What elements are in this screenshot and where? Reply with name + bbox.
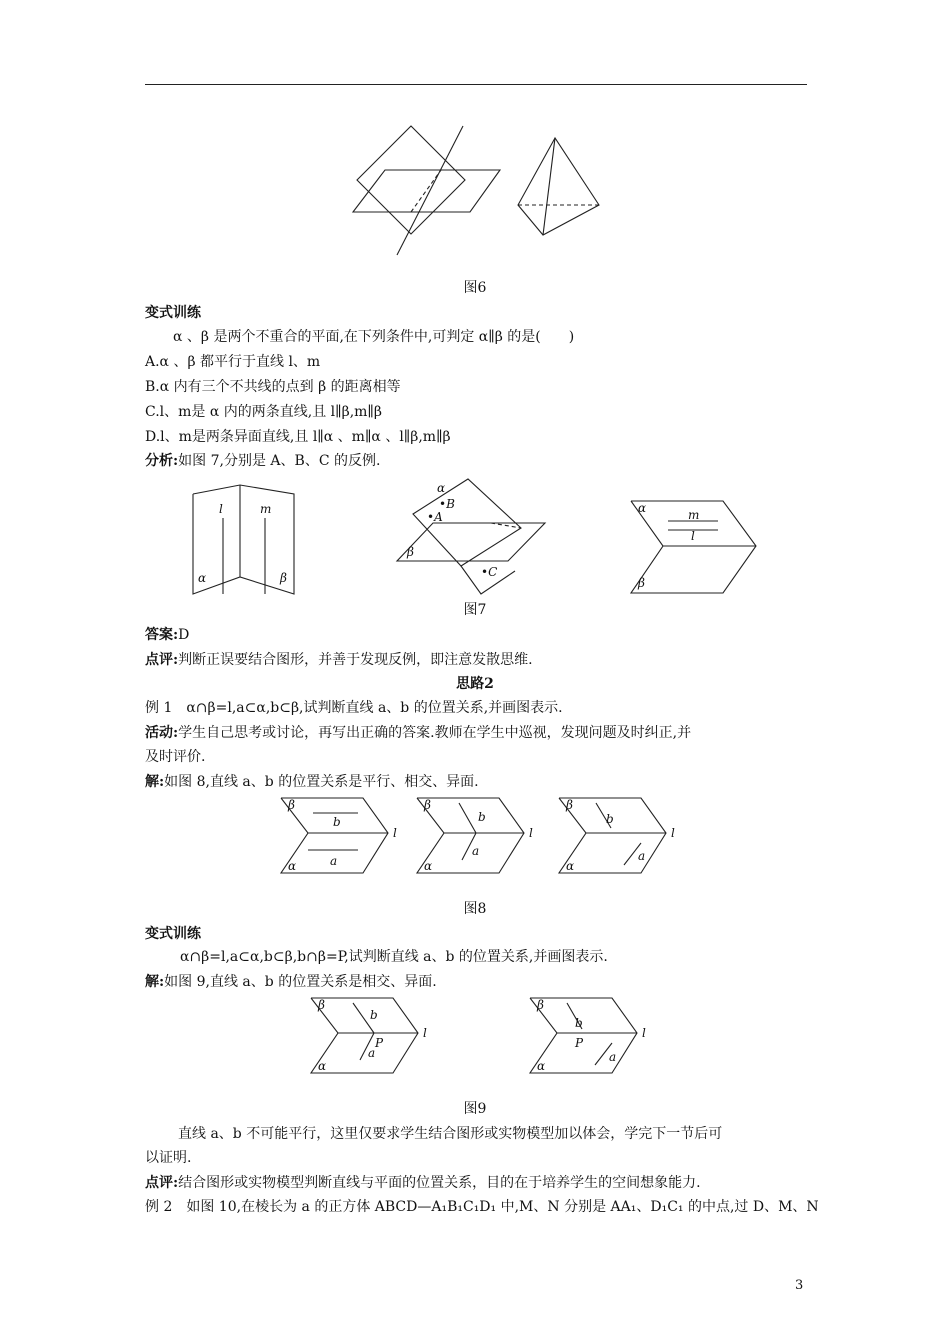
option-a: A.α 、β 都平行于直线 l、m: [145, 354, 321, 370]
label-alpha: α: [288, 859, 297, 873]
figure-6-tetrahedron: [515, 135, 605, 240]
label-alpha: α: [638, 501, 647, 515]
plane-left-b: [353, 170, 500, 212]
figure-7-counterexample-b: [393, 476, 548, 598]
label-point-b: •B: [439, 497, 455, 511]
label-point-a: •A: [427, 510, 443, 524]
chevron-planes: [417, 798, 524, 873]
line-b: [459, 803, 476, 833]
label-l: l: [529, 826, 533, 840]
variant-stem: α 、β 是两个不重合的平面,在下列条件中,可判定 α∥β 的是( ): [173, 329, 575, 345]
label-beta: β: [537, 998, 544, 1012]
activity-label: 活动:: [145, 725, 179, 741]
label-beta: β: [288, 798, 295, 812]
option-c: C.l、m是 α 内的两条直线,且 l∥β,m∥β: [145, 404, 382, 420]
figure-7-caption: 图7: [463, 602, 487, 618]
variant-2-heading: 变式训练: [145, 926, 201, 942]
label-alpha: α: [198, 571, 207, 585]
comment-label-2: 点评:: [145, 1175, 179, 1191]
label-l: l: [642, 1026, 646, 1040]
solution-2-line: [145, 972, 437, 992]
label-a: a: [638, 849, 646, 863]
label-beta: β: [280, 571, 287, 585]
variant-2-stem: α∩β=l,a⊂α,b⊂β,b∩β=P,试判断直线 a、b 的位置关系,并画图表示.: [180, 949, 608, 965]
figure-8-caption: 图8: [463, 901, 487, 917]
solution-1-text: 如图 8,直线 a、b 的位置关系是平行、相交、异面.: [164, 774, 479, 790]
figure-8-intersecting: [414, 795, 544, 877]
hidden-edge-2: [411, 170, 441, 212]
solution-2-text: 如图 9,直线 a、b 的位置关系是相交、异面.: [164, 974, 437, 990]
page-number: 3: [795, 1278, 804, 1293]
figure-7-counterexample-c: [628, 498, 760, 598]
label-beta: β: [407, 545, 414, 559]
example-1: 例 1 α∩β=l,a⊂α,b⊂β,试判断直线 a、b 的位置关系,并画图表示.: [145, 700, 563, 716]
figure-8-skew: [556, 795, 686, 877]
chevron-planes: [311, 998, 418, 1073]
plane-beta: [397, 523, 545, 561]
section-title: 思路2: [456, 676, 494, 692]
label-b: b: [370, 1008, 378, 1022]
label-a: a: [472, 844, 480, 858]
solution-1-label: 解:: [145, 774, 165, 790]
figure-8-parallel: [278, 795, 408, 877]
figure-6-caption: 图6: [463, 280, 487, 296]
comment-text-1: 判断正误要结合图形，并善于发现反例，即注意发散思维.: [178, 652, 533, 668]
remark-line-1: 直线 a、b 不可能平行，这里仅要求学生结合图形或实物模型加以体会，学完下一节后可: [178, 1126, 723, 1142]
header-rule: [145, 84, 807, 85]
label-l: l: [393, 826, 397, 840]
plane-left-a: [357, 126, 465, 234]
figure-9-intersecting: [308, 995, 438, 1077]
chevron-planes: [530, 998, 637, 1073]
option-d: D.l、m是两条异面直线,且 l∥α 、m∥α 、l∥β,m∥β: [145, 429, 451, 445]
comment-line-2: [145, 1173, 701, 1193]
analysis-line: [145, 451, 380, 471]
comment-text-2: 结合图形或实物模型判断直线与平面的位置关系，目的在于培养学生的空间想象能力.: [178, 1175, 701, 1191]
figure-9-skew: [527, 995, 657, 1077]
label-m: m: [688, 508, 700, 522]
activity-text-1: 学生自己思考或讨论，再写出正确的答案.教师在学生中巡视，发现问题及时纠正,并: [178, 725, 692, 741]
label-alpha: α: [437, 481, 446, 495]
label-p: P: [575, 1036, 584, 1050]
remark-line-2: 以证明.: [145, 1150, 192, 1166]
label-a: a: [368, 1046, 376, 1060]
analysis-text: 如图 7,分别是 A、B、C 的反例.: [178, 453, 381, 469]
label-beta: β: [318, 998, 325, 1012]
solution-2-label: 解:: [145, 974, 165, 990]
solution-1-line: [145, 772, 479, 792]
figure-6-intersecting-planes: [345, 120, 505, 260]
label-point-c: •C: [481, 565, 498, 579]
figure-7-counterexample-a: [190, 482, 300, 600]
figure-9-caption: 图9: [463, 1101, 487, 1117]
tetrahedron-outline: [518, 138, 599, 235]
label-l: l: [671, 826, 675, 840]
activity-line-1: [145, 723, 691, 743]
label-b: b: [333, 815, 341, 829]
example-2: 例 2 如图 10,在棱长为 a 的正方体 ABCD—A₁B₁C₁D₁ 中,M、N 分别是 AA₁、D₁C₁ 的中点,过 D、M、N: [145, 1199, 819, 1215]
label-a: a: [330, 854, 338, 868]
activity-line-2: 及时评价.: [145, 749, 206, 765]
answer-line: [145, 625, 189, 645]
label-alpha: α: [566, 859, 575, 873]
label-b: b: [478, 810, 486, 824]
label-beta: β: [566, 798, 573, 812]
label-beta: β: [638, 576, 645, 590]
label-b: b: [606, 812, 614, 826]
comment-line-1: [145, 650, 533, 670]
answer-text: D: [178, 627, 190, 643]
label-m: m: [260, 502, 272, 516]
label-p: P: [375, 1036, 384, 1050]
folded-planes: [193, 485, 294, 594]
label-l: l: [219, 502, 223, 516]
label-alpha: α: [537, 1059, 546, 1073]
label-l: l: [691, 529, 695, 543]
tetrahedron-edge: [543, 138, 555, 235]
chevron-planes: [559, 798, 666, 873]
comment-label-1: 点评:: [145, 652, 179, 668]
answer-label: 答案:: [145, 627, 179, 643]
variant-heading: 变式训练: [145, 305, 201, 321]
label-alpha: α: [424, 859, 433, 873]
label-b: b: [575, 1016, 583, 1030]
label-a: a: [609, 1050, 617, 1064]
label-beta: β: [424, 798, 431, 812]
analysis-label: 分析:: [145, 453, 179, 469]
label-alpha: α: [318, 1059, 327, 1073]
option-b: B.α 内有三个不共线的点到 β 的距离相等: [145, 379, 401, 395]
label-l: l: [423, 1026, 427, 1040]
